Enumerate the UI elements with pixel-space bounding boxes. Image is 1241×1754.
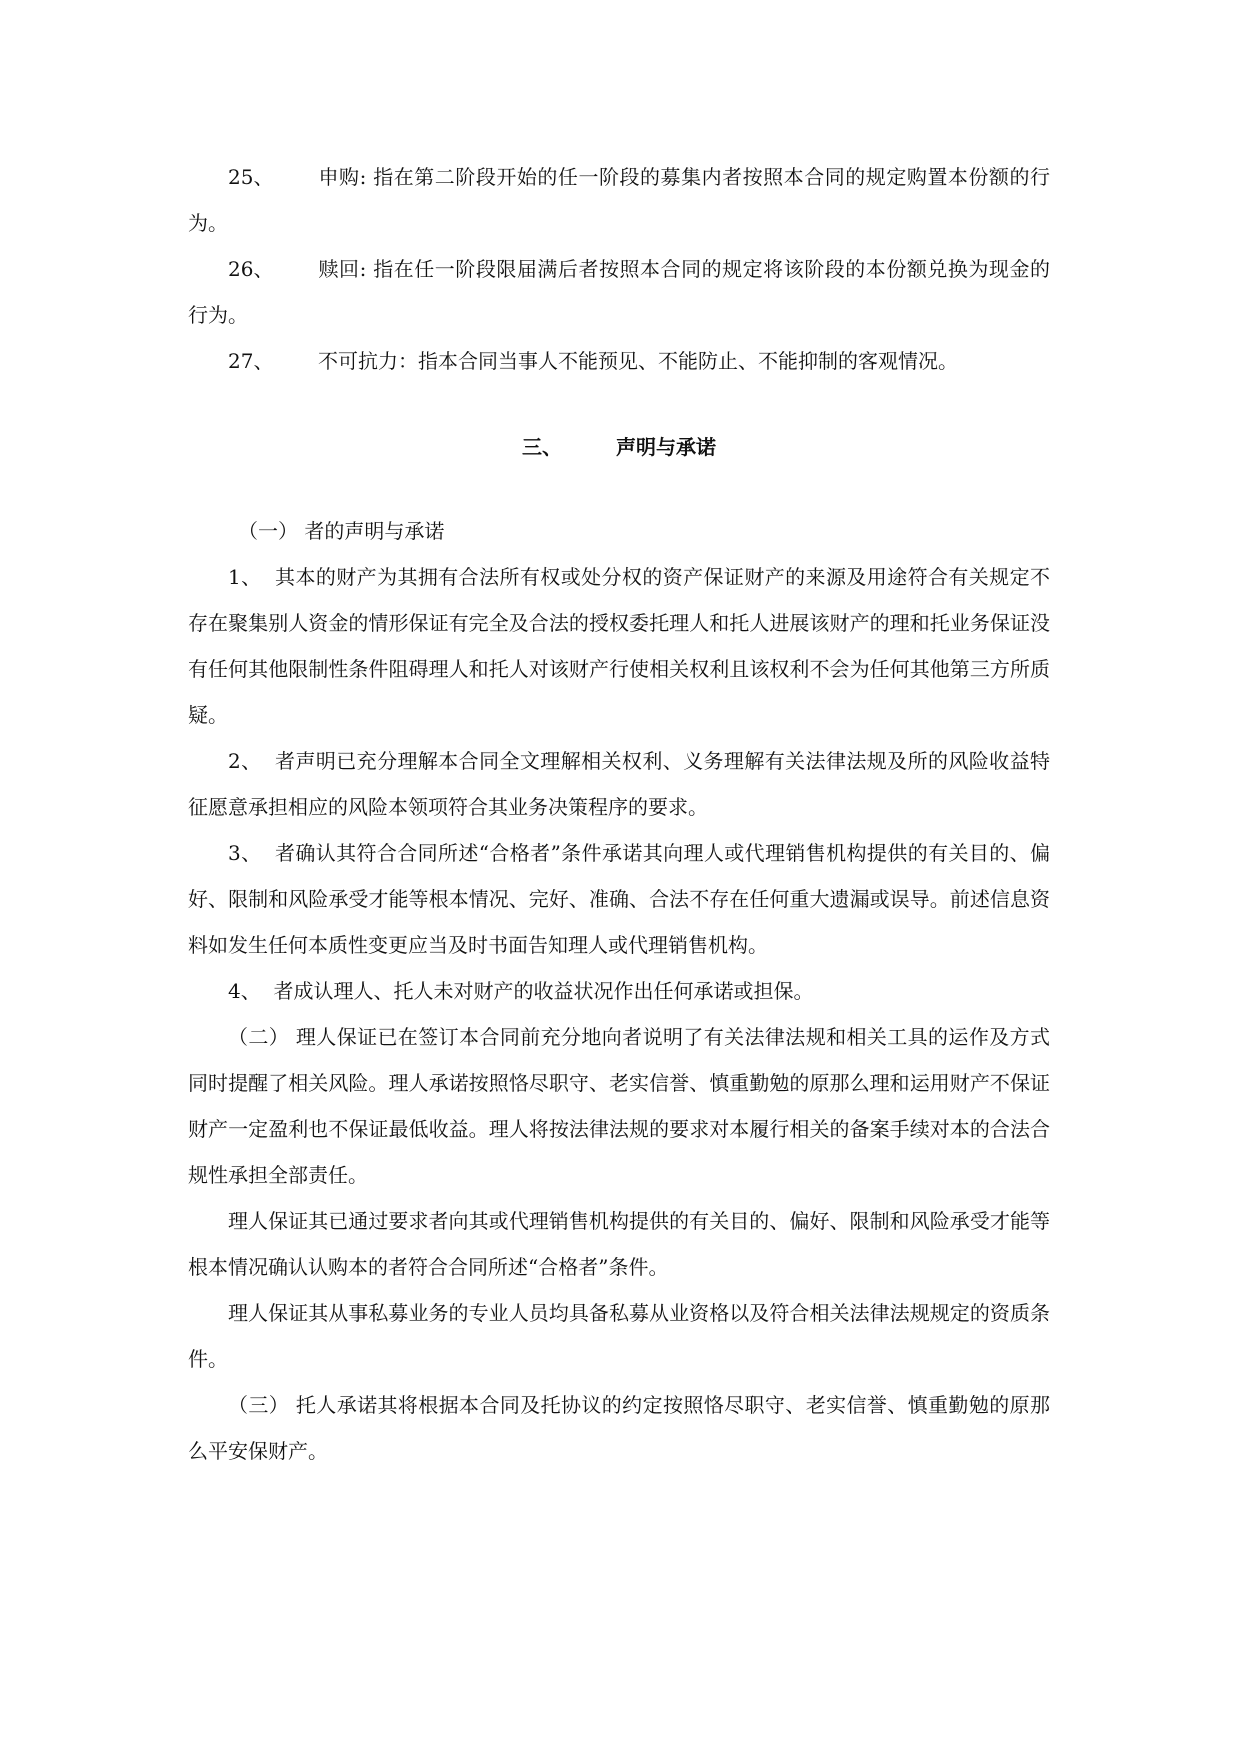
statement-item-4: 4、 者成认理人、托人未对财产的收益状况作出任何承诺或担保。 [228, 979, 814, 1003]
statement-item-3: 3、 者确认其符合合同所述“合格者”条件承诺其向理人或代理销售机构提供的有关目的、偏好、限制和风险承受才能等根本情况、完好、准确、合法不存在任何重大遗漏或误导。前述信息资料如发生任何本质性变更应当及时书面告知理人或代理销售机构。 [188, 841, 1050, 957]
definition-number: 27、 [228, 349, 274, 373]
definition-number: 25、 [228, 165, 274, 189]
definition-25 [188, 154, 1050, 246]
definition-number: 26、 [228, 257, 274, 281]
definition-text: 申购: 指在第二阶段开始的任一阶段的募集内者按照本合同的规定购置本份额的行为。 [188, 165, 1050, 235]
subsection-2-paragraph-2: 理人保证其已通过要求者向其或代理销售机构提供的有关目的、偏好、限制和风险承受才能等根本情况确认认购本的者符合合同所述“合格者”条件。 [188, 1209, 1050, 1279]
statement-item-1: 1、 其本的财产为其拥有合法所有权或处分权的资产保证财产的来源及用途符合有关规定不存在聚集别人资金的情形保证有完全及合法的授权委托理人和托人进展该财产的理和托业务保证没有任何其他限制性条件阻碍理人和托人对该财产行使相关权利且该权利不会为任何其他第三方所质疑。 [188, 565, 1050, 727]
subsection-1-title: （一） 者的声明与承诺 [238, 519, 445, 543]
definition-27 [188, 338, 1050, 384]
section-title: 声明与承诺 [616, 435, 716, 459]
definition-text: 赎回: 指在任一阶段限届满后者按照本合同的规定将该阶段的本份额兑换为现金的行为。 [188, 257, 1050, 327]
section-heading [188, 424, 1050, 470]
definition-text: 不可抗力：指本合同当事人不能预见、不能防止、不能抑制的客观情况。 [318, 349, 958, 373]
subsection-2-paragraph-1: （二） 理人保证已在签订本合同前充分地向者说明了有关法律法规和相关工具的运作及方式同时提醒了相关风险。理人承诺按照恪尽职守、老实信誉、慎重勤勉的原那么理和运用财产不保证财产一定盈利也不保证最低收益。理人将按法律法规的要求对本履行相关的备案手续对本的合法合规性承担全部责任。 [188, 1025, 1050, 1187]
statement-item-2: 2、 者声明已充分理解本合同全文理解相关权利、义务理解有关法律法规及所的风险收益特征愿意承担相应的风险本领项符合其业务决策程序的要求。 [188, 749, 1050, 819]
subsection-2-paragraph-3: 理人保证其从事私募业务的专业人员均具备私募从业资格以及符合相关法律法规规定的资质条件。 [188, 1301, 1050, 1371]
section-number: 三、 [522, 435, 562, 459]
document-page [188, 154, 1050, 1474]
definition-26 [188, 246, 1050, 338]
subsection-3-paragraph: （三） 托人承诺其将根据本合同及托协议的约定按照恪尽职守、老实信誉、慎重勤勉的原那么平安保财产。 [188, 1393, 1050, 1463]
